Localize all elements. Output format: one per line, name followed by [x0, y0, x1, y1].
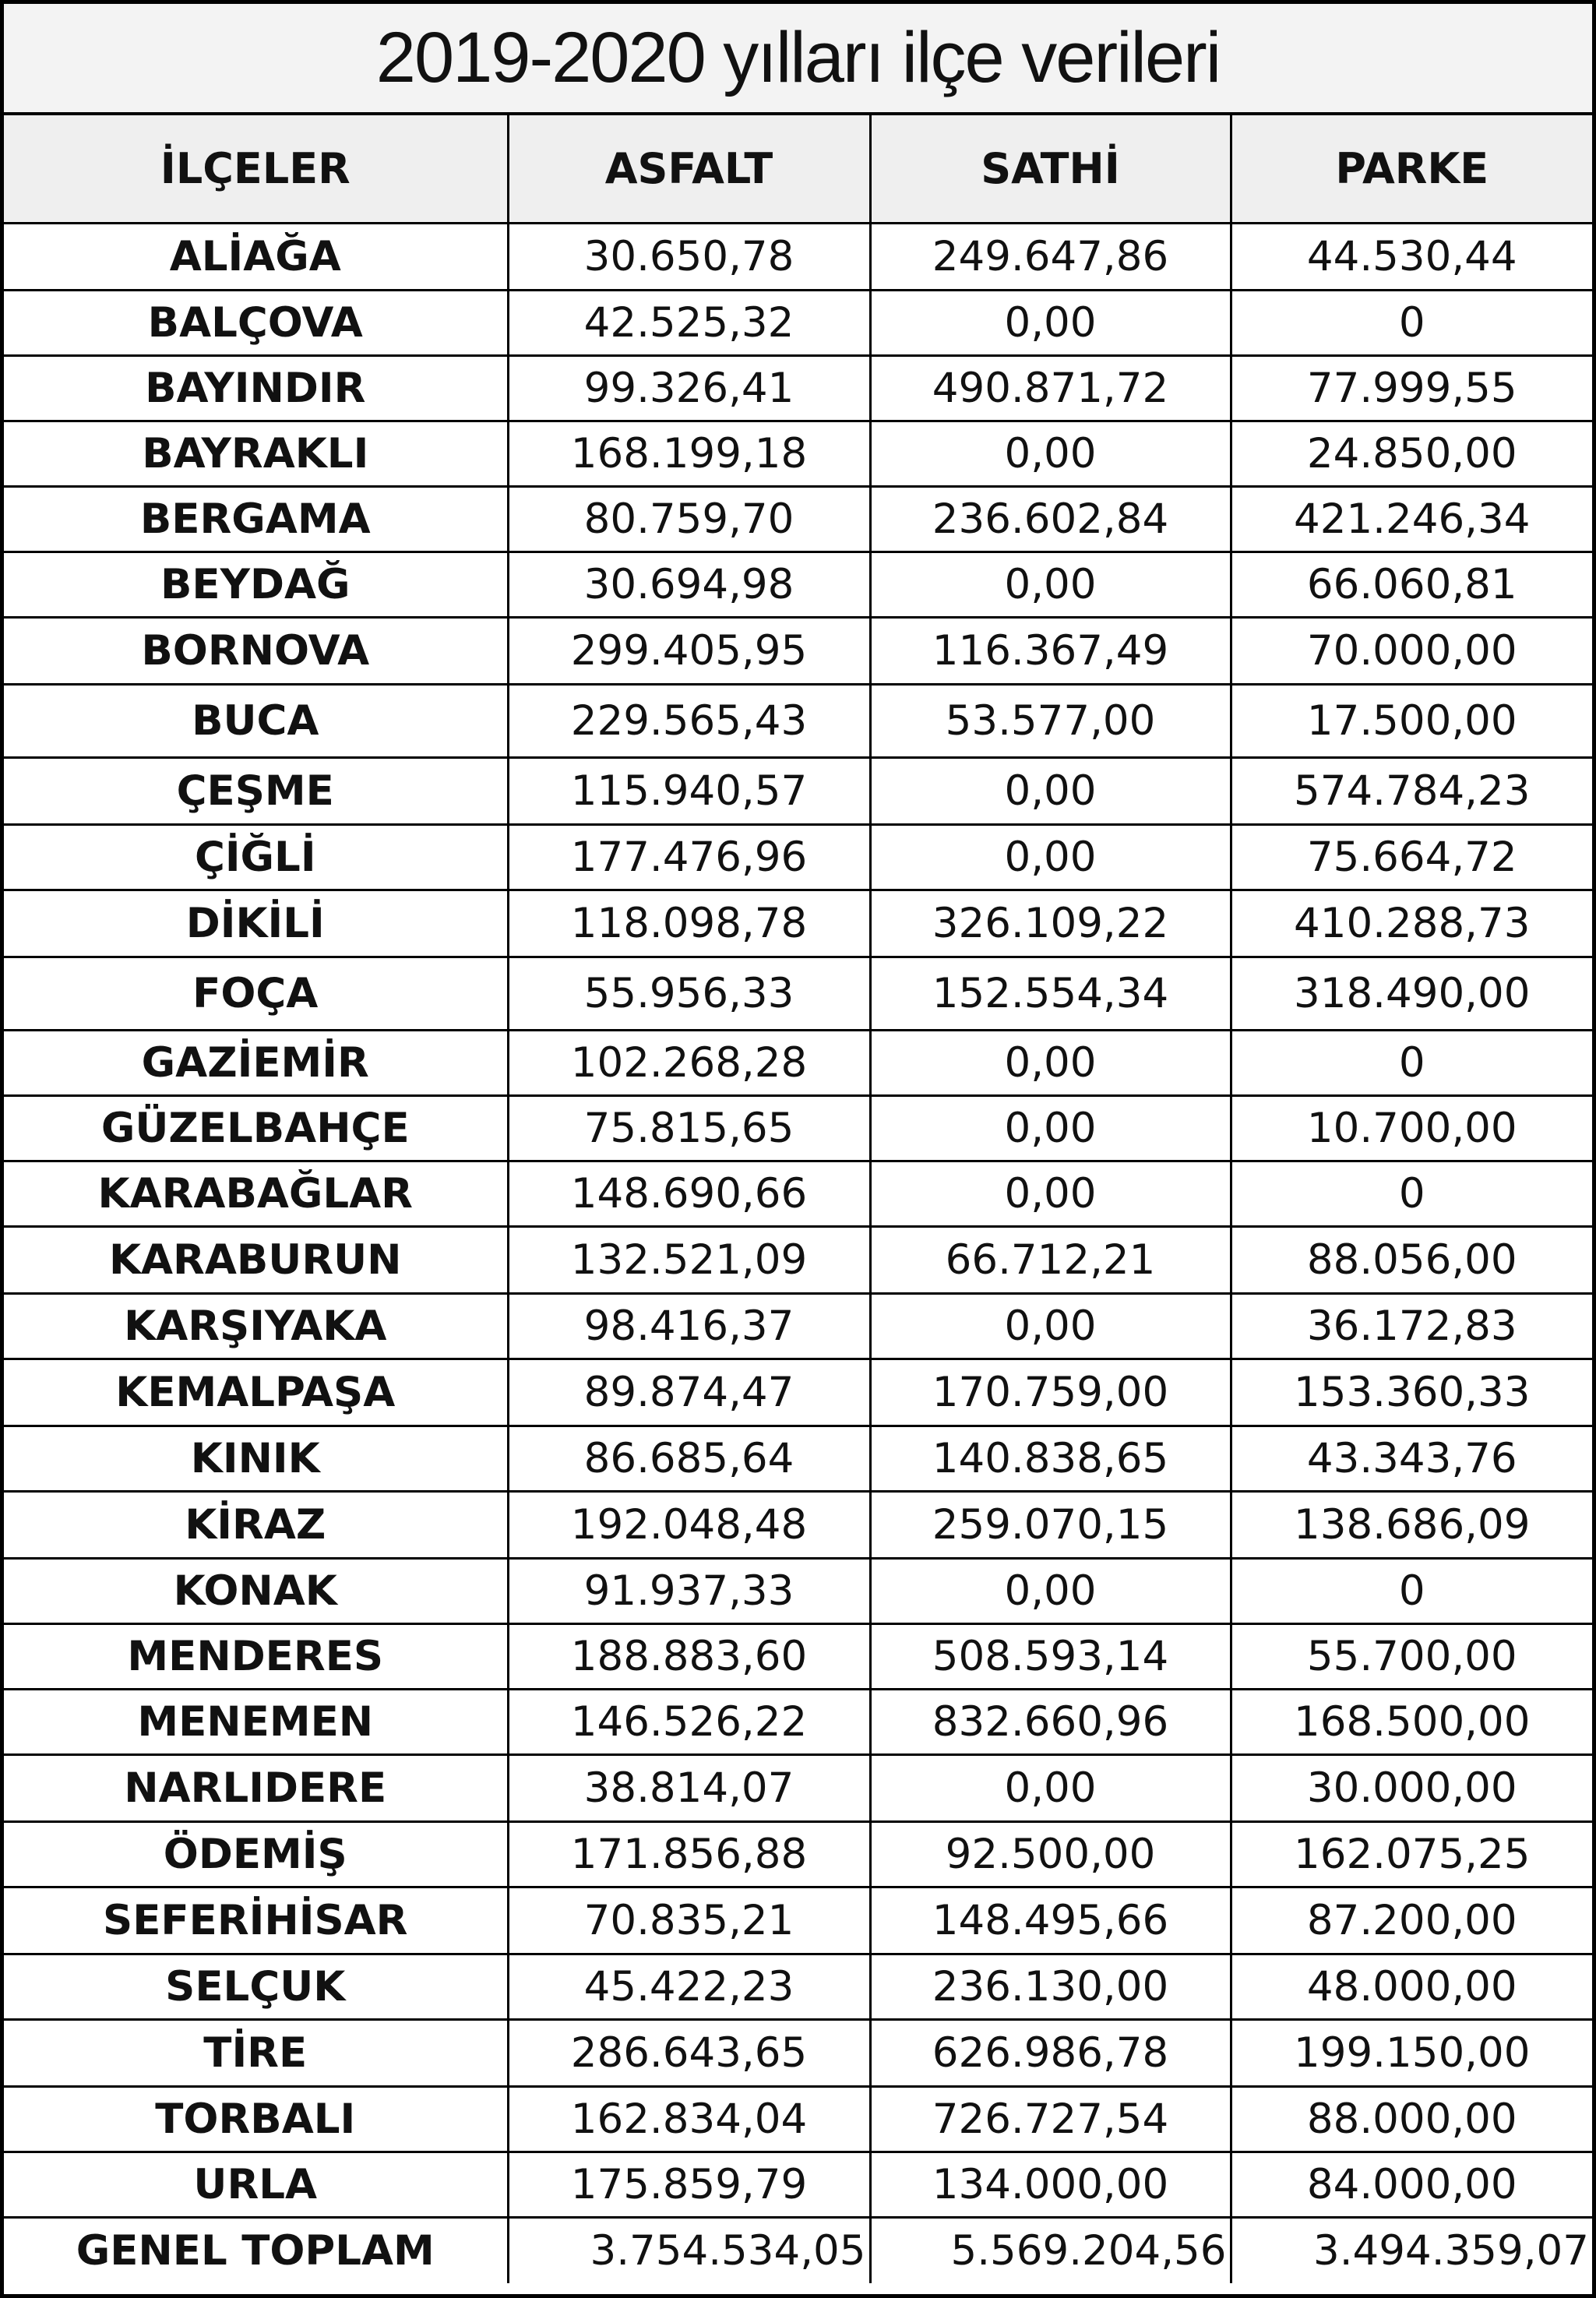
- district-name: URLA: [4, 2152, 508, 2218]
- header-paving: PARKE: [1231, 115, 1592, 224]
- asphalt-value: 299.405,95: [508, 618, 870, 685]
- paving-value: 17.500,00: [1231, 685, 1592, 758]
- paving-value: 30.000,00: [1231, 1755, 1592, 1822]
- district-name: NARLIDERE: [4, 1755, 508, 1822]
- surface-value: 0,00: [870, 552, 1231, 618]
- district-name: BUCA: [4, 685, 508, 758]
- paving-value: 24.850,00: [1231, 421, 1592, 487]
- surface-value: 0,00: [870, 825, 1231, 890]
- table-row: [4, 1161, 1592, 1227]
- district-name: KEMALPAŞA: [4, 1359, 508, 1426]
- surface-value: 0,00: [870, 1161, 1231, 1227]
- district-name: BAYINDIR: [4, 356, 508, 421]
- table-row: [4, 1887, 1592, 1954]
- table-row: [4, 1624, 1592, 1690]
- paving-value: 138.686,09: [1231, 1492, 1592, 1559]
- surface-value: 148.495,66: [870, 1887, 1231, 1954]
- table-row: [4, 2152, 1592, 2218]
- district-name: BEYDAĞ: [4, 552, 508, 618]
- surface-value: 152.554,34: [870, 957, 1231, 1031]
- district-name: BAYRAKLI: [4, 421, 508, 487]
- asphalt-value: 146.526,22: [508, 1690, 870, 1755]
- paving-value: 10.700,00: [1231, 1096, 1592, 1161]
- header-districts: İLÇELER: [4, 115, 508, 224]
- table-row: [4, 1954, 1592, 2020]
- district-name: GÜZELBAHÇE: [4, 1096, 508, 1161]
- table-row: [4, 1492, 1592, 1559]
- district-name: ÖDEMİŞ: [4, 1822, 508, 1887]
- paving-value: 318.490,00: [1231, 957, 1592, 1031]
- table-row: [4, 825, 1592, 890]
- asphalt-value: 30.694,98: [508, 552, 870, 618]
- paving-value: 88.000,00: [1231, 2087, 1592, 2152]
- table-row: [4, 618, 1592, 685]
- paving-value: 70.000,00: [1231, 618, 1592, 685]
- table-row: [4, 1426, 1592, 1492]
- table-row: [4, 291, 1592, 356]
- surface-value: 134.000,00: [870, 2152, 1231, 2218]
- surface-value: 170.759,00: [870, 1359, 1231, 1426]
- paving-value: 0: [1231, 1161, 1592, 1227]
- district-name: MENDERES: [4, 1624, 508, 1690]
- district-name: BALÇOVA: [4, 291, 508, 356]
- table-row: [4, 224, 1592, 291]
- surface-value: 116.367,49: [870, 618, 1231, 685]
- table-row: [4, 685, 1592, 758]
- asphalt-value: 175.859,79: [508, 2152, 870, 2218]
- table-row: [4, 957, 1592, 1031]
- header-row: [4, 115, 1592, 224]
- district-name: KARABURUN: [4, 1227, 508, 1294]
- table-row: [4, 1031, 1592, 1096]
- surface-value: 66.712,21: [870, 1227, 1231, 1294]
- surface-value: 0,00: [870, 758, 1231, 825]
- table-row: [4, 1755, 1592, 1822]
- table-row: [4, 487, 1592, 552]
- surface-value: 236.130,00: [870, 1954, 1231, 2020]
- paving-value: 162.075,25: [1231, 1822, 1592, 1887]
- paving-value: 77.999,55: [1231, 356, 1592, 421]
- district-name: ÇİĞLİ: [4, 825, 508, 890]
- table-row: [4, 356, 1592, 421]
- asphalt-value: 229.565,43: [508, 685, 870, 758]
- total-label: GENEL TOPLAM: [4, 2218, 508, 2283]
- table-row: [4, 1294, 1592, 1359]
- asphalt-value: 115.940,57: [508, 758, 870, 825]
- paving-value: 168.500,00: [1231, 1690, 1592, 1755]
- asphalt-value: 98.416,37: [508, 1294, 870, 1359]
- paving-value: 153.360,33: [1231, 1359, 1592, 1426]
- asphalt-value: 162.834,04: [508, 2087, 870, 2152]
- surface-value: 236.602,84: [870, 487, 1231, 552]
- table-row: [4, 552, 1592, 618]
- asphalt-value: 80.759,70: [508, 487, 870, 552]
- paving-value: 87.200,00: [1231, 1887, 1592, 1954]
- paving-value: 44.530,44: [1231, 224, 1592, 291]
- district-name: SELÇUK: [4, 1954, 508, 2020]
- asphalt-value: 148.690,66: [508, 1161, 870, 1227]
- district-name: KARŞIYAKA: [4, 1294, 508, 1359]
- asphalt-value: 89.874,47: [508, 1359, 870, 1426]
- paving-value: 199.150,00: [1231, 2020, 1592, 2087]
- surface-value: 0,00: [870, 1559, 1231, 1624]
- asphalt-value: 38.814,07: [508, 1755, 870, 1822]
- district-data-table: [4, 115, 1592, 2283]
- table-row: [4, 1690, 1592, 1755]
- district-name: MENEMEN: [4, 1690, 508, 1755]
- table-row: [4, 2020, 1592, 2087]
- surface-value: 0,00: [870, 1031, 1231, 1096]
- district-name: GAZİEMİR: [4, 1031, 508, 1096]
- asphalt-value: 42.525,32: [508, 291, 870, 356]
- paving-value: 421.246,34: [1231, 487, 1592, 552]
- district-name: DİKİLİ: [4, 890, 508, 957]
- asphalt-value: 171.856,88: [508, 1822, 870, 1887]
- table-body: [4, 224, 1592, 2283]
- surface-value: 92.500,00: [870, 1822, 1231, 1887]
- table-row: [4, 1227, 1592, 1294]
- surface-value: 53.577,00: [870, 685, 1231, 758]
- paving-value: 84.000,00: [1231, 2152, 1592, 2218]
- surface-value: 326.109,22: [870, 890, 1231, 957]
- table-row: [4, 758, 1592, 825]
- table-row: [4, 1096, 1592, 1161]
- asphalt-value: 30.650,78: [508, 224, 870, 291]
- asphalt-value: 118.098,78: [508, 890, 870, 957]
- asphalt-value: 192.048,48: [508, 1492, 870, 1559]
- asphalt-value: 168.199,18: [508, 421, 870, 487]
- asphalt-value: 177.476,96: [508, 825, 870, 890]
- table-row: [4, 1822, 1592, 1887]
- district-name: TORBALI: [4, 2087, 508, 2152]
- asphalt-value: 70.835,21: [508, 1887, 870, 1954]
- paving-value: 0: [1231, 291, 1592, 356]
- surface-value: 259.070,15: [870, 1492, 1231, 1559]
- surface-value: 249.647,86: [870, 224, 1231, 291]
- asphalt-value: 286.643,65: [508, 2020, 870, 2087]
- paving-value: 66.060,81: [1231, 552, 1592, 618]
- district-name: BERGAMA: [4, 487, 508, 552]
- paving-value: 48.000,00: [1231, 1954, 1592, 2020]
- asphalt-value: 45.422,23: [508, 1954, 870, 2020]
- asphalt-value: 99.326,41: [508, 356, 870, 421]
- paving-value: 55.700,00: [1231, 1624, 1592, 1690]
- asphalt-value: 188.883,60: [508, 1624, 870, 1690]
- header-asphalt: ASFALT: [508, 115, 870, 224]
- surface-value: 626.986,78: [870, 2020, 1231, 2087]
- surface-value: 0,00: [870, 421, 1231, 487]
- surface-value: 0,00: [870, 1294, 1231, 1359]
- asphalt-value: 102.268,28: [508, 1031, 870, 1096]
- table-title: 2019-2020 yılları ilçe verileri: [4, 4, 1592, 115]
- paving-value: 88.056,00: [1231, 1227, 1592, 1294]
- district-name: ALİAĞA: [4, 224, 508, 291]
- surface-value: 140.838,65: [870, 1426, 1231, 1492]
- surface-value: 508.593,14: [870, 1624, 1231, 1690]
- table-row: [4, 1559, 1592, 1624]
- asphalt-value: 55.956,33: [508, 957, 870, 1031]
- district-name: FOÇA: [4, 957, 508, 1031]
- district-name: TİRE: [4, 2020, 508, 2087]
- surface-value: 0,00: [870, 1755, 1231, 1822]
- asphalt-value: 91.937,33: [508, 1559, 870, 1624]
- district-name: KONAK: [4, 1559, 508, 1624]
- total-asphalt: 3.754.534,05: [508, 2218, 870, 2283]
- paving-value: 0: [1231, 1559, 1592, 1624]
- surface-value: 726.727,54: [870, 2087, 1231, 2152]
- surface-value: 0,00: [870, 291, 1231, 356]
- table-row: [4, 1359, 1592, 1426]
- district-name: KINIK: [4, 1426, 508, 1492]
- district-name: SEFERİHİSAR: [4, 1887, 508, 1954]
- district-name: KARABAĞLAR: [4, 1161, 508, 1227]
- paving-value: 574.784,23: [1231, 758, 1592, 825]
- header-surface: SATHİ: [870, 115, 1231, 224]
- table-row: [4, 890, 1592, 957]
- total-surface: 5.569.204,56: [870, 2218, 1231, 2283]
- total-row: [4, 2218, 1592, 2283]
- paving-value: 75.664,72: [1231, 825, 1592, 890]
- surface-value: 0,00: [870, 1096, 1231, 1161]
- surface-value: 832.660,96: [870, 1690, 1231, 1755]
- paving-value: 36.172,83: [1231, 1294, 1592, 1359]
- table-row: [4, 421, 1592, 487]
- table-row: [4, 2087, 1592, 2152]
- district-name: KİRAZ: [4, 1492, 508, 1559]
- surface-value: 490.871,72: [870, 356, 1231, 421]
- paving-value: 410.288,73: [1231, 890, 1592, 957]
- total-paving: 3.494.359,07: [1231, 2218, 1592, 2283]
- asphalt-value: 75.815,65: [508, 1096, 870, 1161]
- district-name: BORNOVA: [4, 618, 508, 685]
- district-name: ÇEŞME: [4, 758, 508, 825]
- paving-value: 0: [1231, 1031, 1592, 1096]
- asphalt-value: 132.521,09: [508, 1227, 870, 1294]
- paving-value: 43.343,76: [1231, 1426, 1592, 1492]
- asphalt-value: 86.685,64: [508, 1426, 870, 1492]
